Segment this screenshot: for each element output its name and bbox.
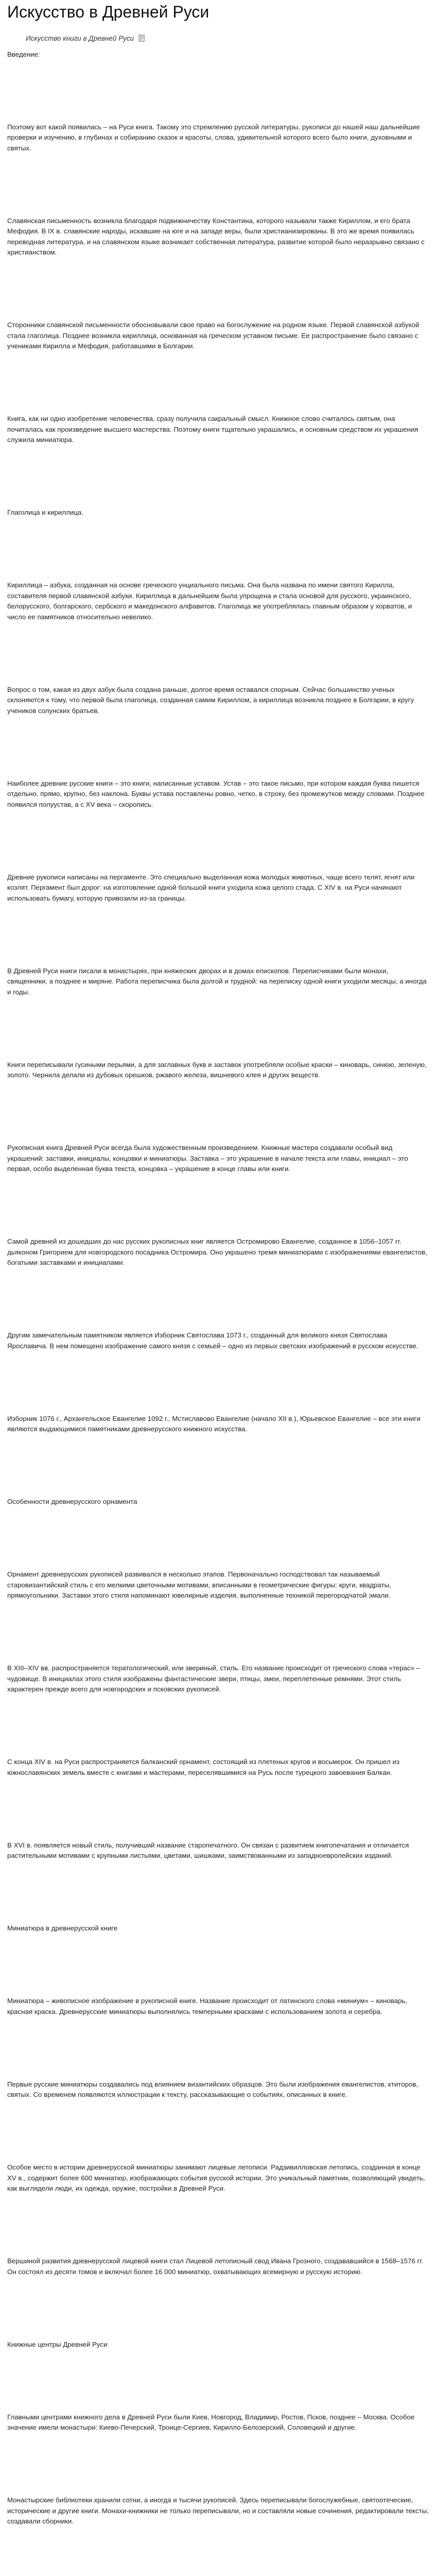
article-paragraph: Глаголица и кириллица. <box>7 509 83 517</box>
article-paragraph: Вершиной развития древнерусской лицевой книги стал Лицевой летописный свод Ивана Грозного, создававшийся в 1568–1576 гг. Он состоял из десяти томов и включал более 16 000 миниатюр, охватывающих всемирную и русскую историю. <box>7 2257 424 2276</box>
article-paragraph: Наиболее древние русские книги – это книги, написанные уставом. Устав – это такое письмо, при котором каждая буква пишется отдельно, прямо, крупно, без наклона. Буквы устава поставлены ровно, четко, в строку, без промежутков между словами. Позднее появился полуустав, а с XV века – скоропись. <box>7 779 425 808</box>
article-paragraph: Кириллица – азбука, созданная на основе греческого унциального письма. Она была названа по имени святого Кирилла, составителя первой славянской азбуки. Кириллица в дальнейшем была упрощена и стала основой для русского, украинского, белорусского, болгарского, сербского и македонского алфавитов. Глаголица же употреблялась главным образом у хорватов, и число ее памятников относительно невелико. <box>7 581 412 621</box>
article-paragraph: Книга, как ни одно изобретение человечества, сразу получила сакральный смысл. Книжное слово считалось святым, она почиталась как произведение высшего мастерства. Поэтому книги тщательно украшались, и основным средством их украшения служила миниатюра. <box>7 415 418 444</box>
article-paragraph: Миниатюра в древнерусской книге <box>7 1924 118 1933</box>
article-paragraph: Книги переписывали гусиными перьями, а для заглавных букв и заставок употребляли особые краски – киноварь, синюю, зеленую, золото. Чернила делали из дубовых орешков, ржавого железа, вишневого клея и других веществ. <box>7 1060 427 1079</box>
article-body <box>7 49 429 2576</box>
article-paragraph: Вопрос о том, какая из двух азбук была создана раньше, долгое время оставался спорным. Сейчас большинство ученых склоняются к тому, что первой была глаголица, созданная самим Кириллом, а кириллица возникла позднее в Болгарии, в кругу учеников солунских братьев. <box>7 685 414 715</box>
article-paragraph: Поэтому вот какой появилась – на Руси книга. Такому это стремлению русской литературы, рукописи до нашей наш дальнейшие проверки и изучению, в глубинах и собиранию сказок и красоты, слова, удивительной которого всего было книги, духовными и святых. <box>7 123 420 152</box>
subtitle-row <box>26 34 145 43</box>
article-paragraph: Изборник 1076 г., Архангельское Евангелие 1092 г., Мстиславово Евангелие (начало XII в.), Юрьевское Евангелие – все эти книги являются выдающимися памятниками древнерусского книжного искусства. <box>7 1414 421 1433</box>
article-paragraph: Первые русские миниатюры создавались под влиянием византийских образцов. Это были изображения евангелистов, ктиторов, святых. Со временем появляются иллюстрации к тексту, рассказывающие о событиях, описанных в книге. <box>7 2080 418 2099</box>
article-paragraph: Славянская письменность возникла благодаря подвижничеству Константина, которого называли также Кириллом, и его брата Мефодия. В IX в. славянские народы, искавшие на юге и на западе веры, были христианизированы. В это же время появилась переводная литература, и на славянском языке возникает собственная литература, развитие которой было неразрывно связано с христианством. <box>7 216 425 257</box>
article-paragraph: Орнамент древнерусских рукописей развивался в несколько этапов. Первоначально господствовал так называемый старовизантийский стиль с его мелкими цветочными мотивами, вписанными в геометрические фигуры: круги, квадраты, прямоугольники. Заставки этого стиля напоминают ювелирные изделия, выполненные техникой перегородчатой эмали. <box>7 1570 391 1600</box>
article-paragraph: Миниатюра – живописное изображение в рукописной книге. Название происходит от латинского слова «миниум» – киноварь, красная краска. Древнерусские миниатюры выполнялись темперными красками с использованием золота и серебра. <box>7 1997 407 2015</box>
article-paragraph: Другим замечательным памятником является Изборник Святослава 1073 г., созданный для великого князя Святослава Ярославича. В нем помещено изображение самого князя с семьей – одно из первых светских изображений в русском искусстве. <box>7 1331 418 1350</box>
article-paragraph: С конца XIV в. на Руси распространяется балканский орнамент, состоящий из плетеных кругов и восьмерок. Он пришел из южнославянских земель вместе с книгами и мастерами, переселявшимися на Русь после турецкого завоевания Балкан. <box>7 1758 400 1776</box>
article-paragraph: Введение: <box>7 50 40 58</box>
page-title: Искусство в Древней Руси <box>7 3 210 21</box>
article-paragraph: В Древней Руси книги писали в монастырях, при княжеских дворах и в домах епископов. Переписчиками были монахи, священники, а позднее и миряне. Работа переписчика была долгой и трудной: на переписку одной книги уходили месяцы, а иногда и годы. <box>7 967 427 996</box>
article-paragraph: В XVI в. появляется новый стиль, получивший название старопечатного. Он связан с развитием книгопечатания и отличается растительными мотивами с крупными листьями, цветами, шишками, заимствованными из западноевропейских изданий. <box>7 1841 409 1860</box>
article-paragraph: Главными центрами книжного дела в Древней Руси были Киев, Новгород, Владимир, Ростов, Псков, позднее – Москва. Особое значение имели монастыри: Киево-Печерский, Троице-Сергиев, Кирилло-Белозерский, Соловецкий и другие. <box>7 2413 415 2432</box>
article-paragraph: В XIII–XIV вв. распространяется тератологический, или звериный, стиль. Его название происходит от греческого слова «терас» – чудовище. В инициалах этого стиля изображены фантастические звери, птицы, змеи, переплетенные ремнями. Этот стиль характерен прежде всего для новгородских и псковских рукописей. <box>7 1664 421 1693</box>
article-paragraph: Особенности древнерусского орнамента <box>7 1498 137 1506</box>
article-paragraph: Сторонники славянской письменности обосновывали свое право на богослужение на родном языке. Первой славянской азбукой стала глаголица. Позднее возникла кириллица, основанная на греческом уставном письме. Ее распространение было связано с учениками Кирилла и Мефодия, работавшими в Болгарии. <box>7 321 420 350</box>
page-subtitle: Искусство книги в Древней Руси <box>26 35 134 42</box>
article-paragraph: Древние рукописи написаны на пергаменте. Это специально выделанная кожа молодых животных, чаще всего телят, ягнят или козлят. Пергамент был дорог: на изготовление одной большой книги уходила кожа целого стада. С XIV в. на Руси начинают использовать бумагу, которую привозили из-за границы. <box>7 873 415 902</box>
article-paragraph: Самой древней из дошедших до нас русских рукописных книг является Остромирово Евангелие, созданное в 1056–1057 гг. дьяконом Григорием для новгородского посадника Остромира. Оно украшено тремя миниатюрами с изображениями евангелистов, богатыми заставками и инициалами. <box>7 1238 427 1267</box>
document-icon <box>138 35 145 42</box>
article-paragraph: Особое место в истории древнерусской миниатюры занимают лицевые летописи. Радзивилловская летопись, созданная в конце XV в., содержит более 600 миниатюр, изображающих события русской истории. Это уникальный памятник, позволяющий увидеть, как выглядели люди, их одежда, оружие, постройки в Древней Руси. <box>7 2163 425 2193</box>
article-paragraph: Книжные центры Древней Руси <box>7 2340 108 2348</box>
article-paragraph: Рукописная книга Древней Руси всегда была художественным произведением. Книжные мастера создавали особый вид украшений: заставки, инициалы, концовки и миниатюры. Заставка – это украшение в начале текста или главы, инициал – это первая, особо выделенная буква текста, концовка – украшение в конце главы или книги. <box>7 1144 408 1173</box>
article-paragraph: Монастырские библиотеки хранили сотни, а иногда и тысячи рукописей. Здесь переписывали богослужебные, святоотеческие, исторические и другие книги. Монахи-книжники не только переписывали, но и составляли новые сочинения, редактировали тексты, создавали сборники. <box>7 2496 429 2526</box>
